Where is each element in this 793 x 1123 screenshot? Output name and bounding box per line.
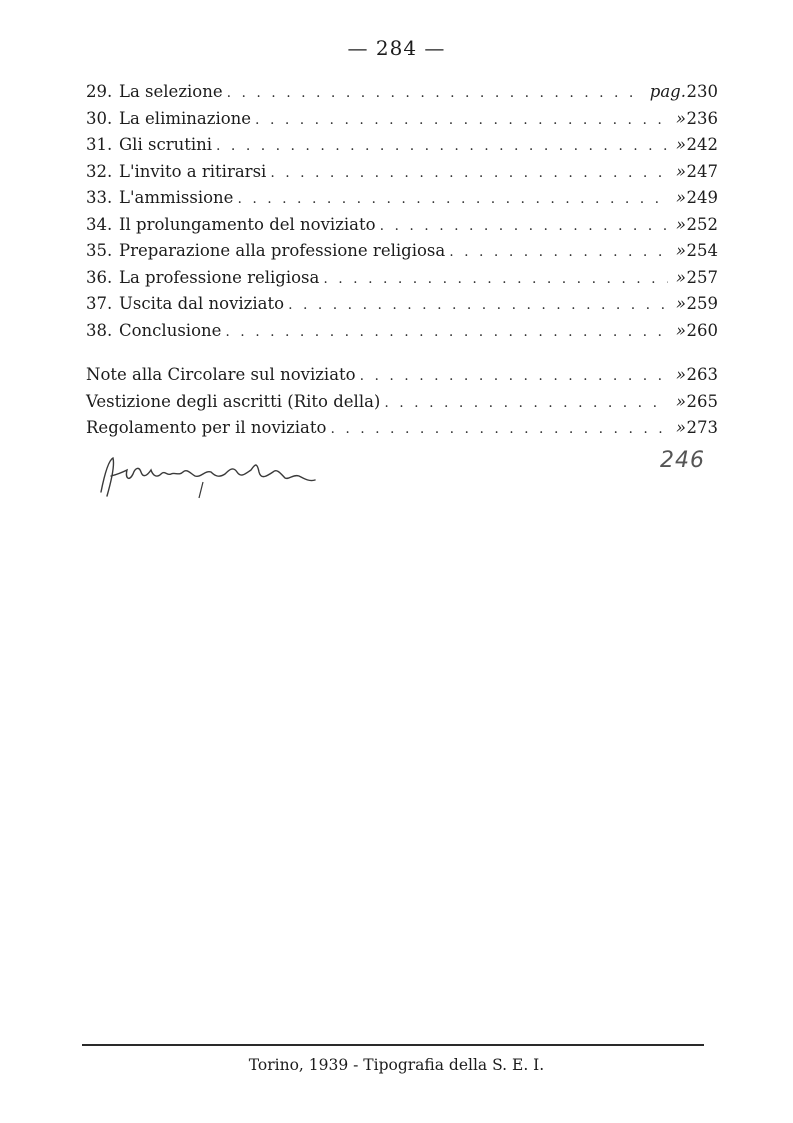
toc-title: Note alla Circolare sul noviziato	[86, 365, 356, 384]
toc-page: 242	[686, 135, 718, 154]
dot-leader	[330, 416, 668, 443]
dot-leader	[255, 107, 668, 134]
toc-row	[86, 389, 718, 416]
toc-number: 30.	[86, 108, 113, 128]
page-prefix: »	[675, 320, 686, 340]
page-prefix: »	[675, 135, 686, 154]
toc-page: 252	[686, 214, 718, 234]
toc-page: 254	[686, 241, 718, 260]
toc-row	[86, 132, 718, 159]
toc-number: 36.	[86, 267, 113, 287]
toc-main	[86, 79, 718, 344]
toc-title: Gli scrutini	[119, 135, 213, 154]
dot-leader	[449, 239, 668, 266]
toc-number: 34.	[86, 214, 113, 234]
footer-rule	[82, 1044, 704, 1046]
page-prefix: »	[675, 267, 686, 287]
toc-title: La professione religiosa	[119, 267, 320, 287]
page-prefix: »	[675, 108, 686, 128]
dot-leader	[323, 266, 668, 293]
page-prefix: »	[675, 294, 686, 313]
toc-page: 263	[686, 365, 718, 384]
toc-row	[86, 212, 718, 239]
toc-number: 31.	[86, 135, 113, 154]
toc-row	[86, 362, 718, 389]
handwritten-signature	[95, 452, 325, 502]
toc-number: 35.	[86, 241, 113, 260]
toc-page: 257	[686, 267, 718, 287]
dot-leader	[225, 319, 668, 346]
toc-row	[86, 238, 718, 265]
toc-title: La selezione	[119, 82, 223, 101]
toc-row	[86, 159, 718, 186]
page-prefix: »	[675, 161, 686, 181]
toc-row	[86, 318, 718, 345]
toc-row	[86, 291, 718, 318]
toc-row	[86, 106, 718, 133]
dot-leader	[216, 133, 668, 160]
toc-title: Uscita dal noviziato	[119, 294, 285, 313]
dot-leader	[270, 160, 668, 187]
toc-title: L'invito a ritirarsi	[119, 161, 267, 181]
toc-row	[86, 265, 718, 292]
page-prefix: »	[675, 241, 686, 260]
toc-title: Vestizione degli ascritti (Rito della)	[86, 391, 381, 411]
toc-page: 259	[686, 294, 718, 313]
page-prefix: »	[675, 365, 686, 384]
page-prefix: »	[675, 418, 686, 437]
toc-page: 260	[686, 320, 718, 340]
pencil-page-number: 246	[660, 448, 705, 473]
toc-appendix	[86, 362, 718, 442]
toc-page: 249	[686, 188, 718, 207]
page-prefix: pag.	[649, 82, 686, 101]
dot-leader	[360, 363, 668, 390]
toc-title: Regolamento per il noviziato	[86, 418, 327, 437]
toc-page: 236	[686, 108, 718, 128]
dot-leader	[380, 213, 668, 240]
toc-page: 247	[686, 161, 718, 181]
toc-page: 273	[686, 418, 718, 437]
toc-row	[86, 415, 718, 442]
toc-title: Conclusione	[119, 320, 222, 340]
page-prefix: »	[675, 391, 686, 411]
toc-page: 265	[686, 391, 718, 411]
toc-row	[86, 185, 718, 212]
dot-leader	[227, 80, 642, 107]
toc-number: 33.	[86, 188, 113, 207]
toc-title: L'ammissione	[119, 188, 234, 207]
page-prefix: »	[675, 188, 686, 207]
toc-title: La eliminazione	[119, 108, 252, 128]
toc-title: Il prolungamento del noviziato	[119, 214, 376, 234]
toc-row	[86, 79, 718, 106]
page-prefix: »	[675, 214, 686, 234]
dot-leader	[384, 390, 668, 417]
toc-page: 230	[686, 82, 718, 101]
toc-title: Preparazione alla professione religiosa	[119, 241, 446, 260]
toc-number: 29.	[86, 82, 113, 101]
toc-number: 32.	[86, 161, 113, 181]
dot-leader	[288, 292, 668, 319]
footer-imprint: Torino, 1939 - Tipografia della S. E. I.	[248, 1056, 545, 1074]
toc-number: 38.	[86, 320, 113, 340]
page-number: — 284 —	[347, 36, 446, 60]
dot-leader	[237, 186, 668, 213]
toc-number: 37.	[86, 294, 113, 313]
